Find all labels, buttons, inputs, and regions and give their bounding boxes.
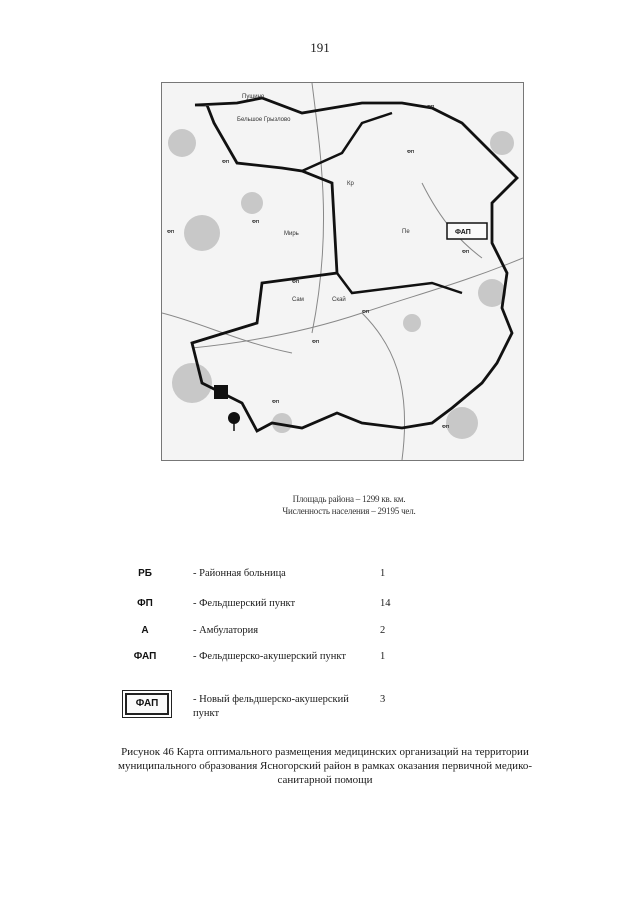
svg-text:ФП: ФП (427, 104, 435, 109)
svg-text:ФП: ФП (462, 249, 470, 254)
legend-count: 3 (380, 694, 386, 705)
svg-text:ФП: ФП (312, 339, 320, 344)
area-text: Площадь района – 1299 кв. км. (292, 494, 406, 504)
population-text: Численность населения – 29195 чел. (282, 506, 416, 516)
map-label: Скай (332, 297, 346, 303)
page-number: 191 (310, 40, 330, 55)
svg-text:ФП: ФП (167, 229, 175, 234)
internal-boundary (337, 273, 462, 293)
map-label: Пущино (242, 94, 265, 100)
legend-count: 1 (380, 651, 386, 662)
ambulatory-symbol: А (141, 625, 149, 636)
svg-text:ФП: ФП (222, 159, 230, 164)
svg-text:ФП: ФП (252, 219, 260, 224)
hospital-symbol: РБ (138, 568, 152, 579)
svg-text:ФП: ФП (362, 309, 370, 314)
legend-count: 2 (380, 625, 386, 636)
new-fap-symbol: ФАП (125, 693, 169, 715)
svg-text:ФП: ФП (442, 424, 450, 429)
facility-markers (167, 104, 469, 429)
map-label: Сам (292, 297, 304, 303)
road-network (162, 83, 523, 460)
map-label: Мирь (284, 231, 299, 237)
fap-symbol: ФАП (133, 651, 157, 662)
legend-count: 1 (380, 568, 386, 579)
svg-text:ФАП: ФАП (455, 229, 471, 236)
legend-description: - Амбулатория (193, 625, 259, 636)
map-label: Кр (347, 181, 354, 187)
figure-caption: Рисунок 46 Карта оптимального размещения медицинских организаций на территории муниципального образования Ясногорский район в рамках оказания первичной медико-санитарной помощи (117, 746, 533, 786)
svg-text:ФП: ФП (272, 399, 280, 404)
internal-boundary (302, 113, 392, 171)
legend-description: - Фельдшерский пункт (193, 598, 296, 609)
new-fap-marker (447, 223, 487, 239)
district-map (161, 82, 524, 461)
map-label: Бельшое Грызлово (237, 117, 291, 123)
legend-description: - Фельдшерско-акушерский пункт (193, 651, 346, 662)
area-stats (264, 493, 434, 517)
district-boundary (192, 98, 517, 431)
legend-count: 14 (380, 598, 391, 609)
map-canvas (162, 83, 523, 460)
legend-description: - Районная больница (193, 568, 286, 579)
feldsher-point-symbol: ФП (137, 598, 153, 609)
svg-text:ФП: ФП (292, 279, 300, 284)
svg-text:ФП: ФП (407, 149, 415, 154)
map-label: Пе (402, 229, 410, 235)
legend-description: - Новый фельдшерско-акушерский пункт (193, 694, 349, 719)
pin-icon (214, 385, 240, 431)
